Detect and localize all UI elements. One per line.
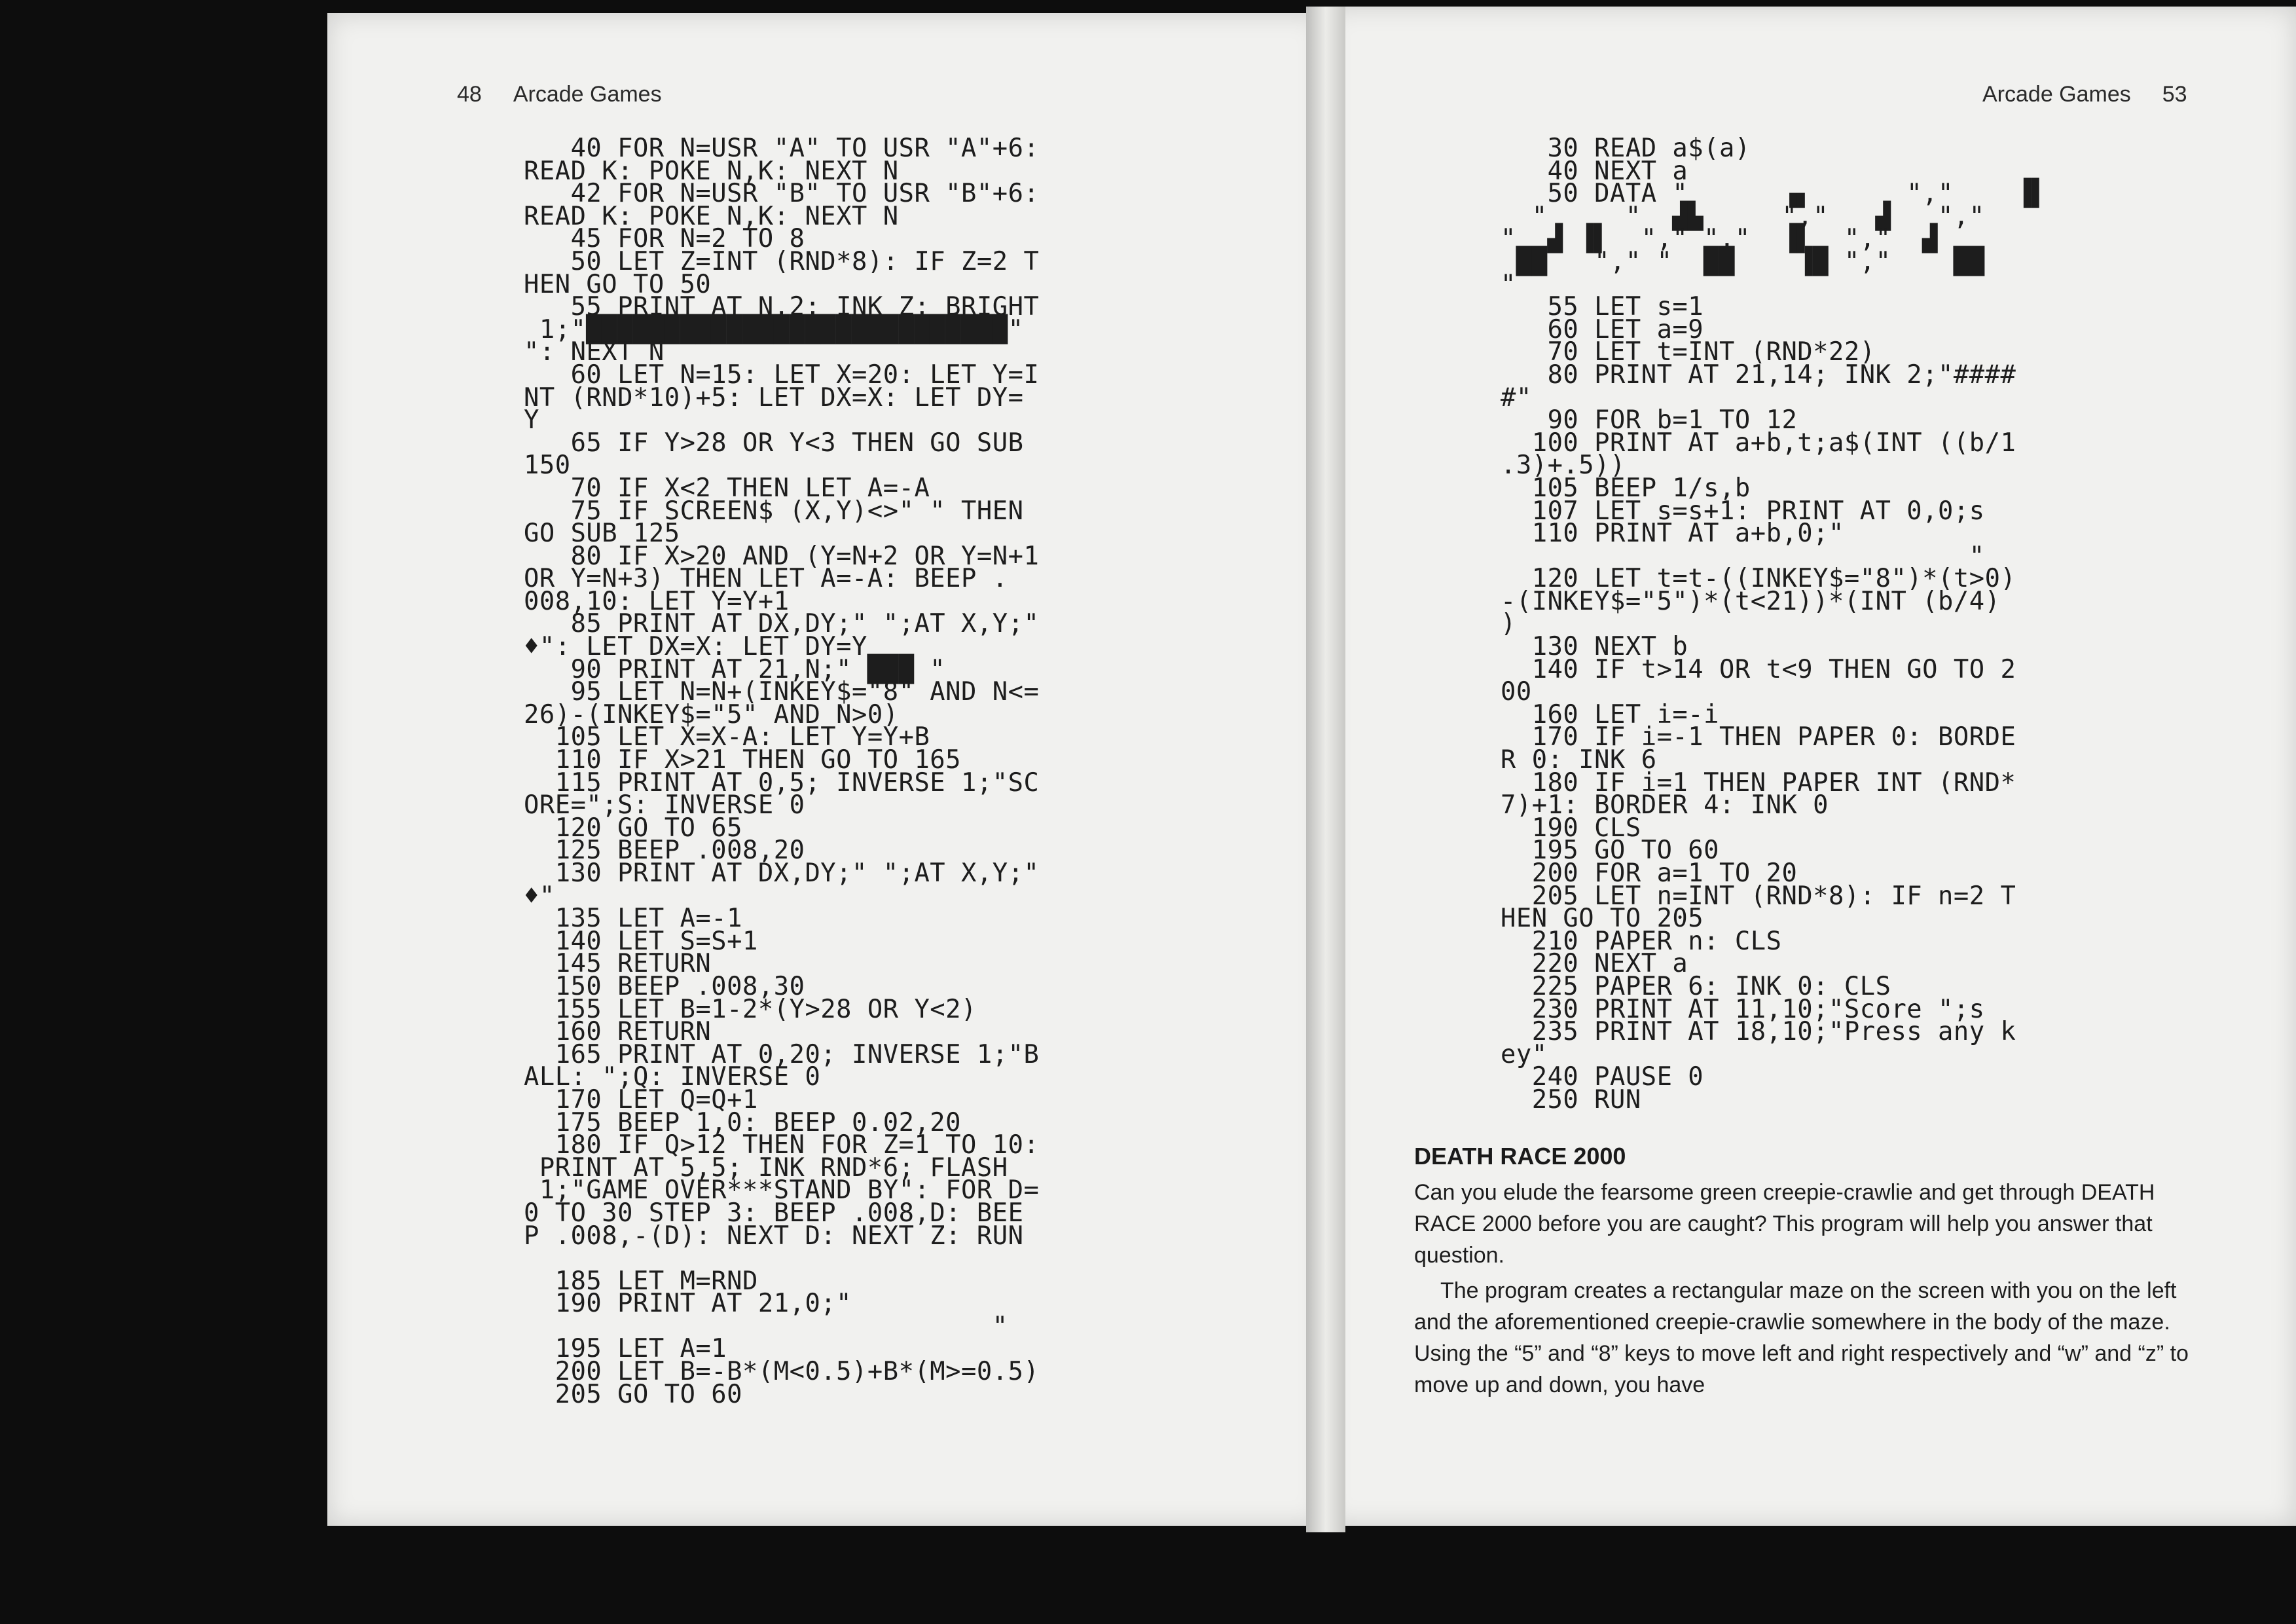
- article-paragraph-2: The program creates a rectangular maze on the screen with you on the left and the aforementioned creepie-crawlie somewhere in the body of the maze. Using the “5” and “8” keys to move left and right respectively and “w” and “z” to move up and down, you have: [1414, 1278, 2189, 1397]
- left-running-head: [457, 82, 662, 107]
- book-gutter: [1306, 7, 1345, 1532]
- left-running-title: Arcade Games: [513, 82, 662, 107]
- left-program-listing: 40 FOR N=USR "A" TO USR "A"+6: READ K: POKE N,K: NEXT N 42 FOR N=USR "B" TO USR "B"+6: READ K: POKE N,K: NEXT N 45 FOR N=2 TO 8 50 LET Z=INT (RND*8): IF Z=2 T HEN GO TO 50 55 PRINT AT N,2; INK Z; BRIGHT 1;"███████████████████████████" ": NEXT N 60 LET N=15: LET X=20: LET Y=I NT (RND*10)+5: LET DX=X: LET DY= Y 65 IF Y>28 OR Y<3 THEN GO SUB 150 70 IF X<2 THEN LET A=-A 75 IF SCREEN$ (X,Y)<>" " THEN GO SUB 125 80 IF X>20 AND (Y=N+2 OR Y=N+1 OR Y=N+3) THEN LET A=-A: BEEP . 008,10: LET Y=Y+1 85 PRINT AT DX,DY;" ";AT X,Y;" ♦": LET DX=X: LET DY=Y 90 PRINT AT 21,N;" ███ " 95 LET N=N+(INKEY$="8" AND N<= 26)-(INKEY$="5" AND N>0) 105 LET X=X-A: LET Y=Y+B 110 IF X>21 THEN GO TO 165 115 PRINT AT 0,5; INVERSE 1;"SC ORE=";S: INVERSE 0 120 GO TO 65 125 BEEP .008,20 130 PRINT AT DX,DY;" ";AT X,Y;" ♦" 135 LET A=-1 140 LET S=S+1 145 RETURN 150 BEEP .008,30 155 LET B=1-2*(Y>28 OR Y<2) 160 RETURN 165 PRINT AT 0,20; INVERSE 1;"B ALL: ";Q: INVERSE 0 170 LET Q=Q+1 175 BEEP 1,0: BEEP 0.02,20 180 IF Q>12 THEN FOR Z=1 TO 10: PRINT AT 5,5; INK RND*6; FLASH 1;"GAME OVER***STAND BY": FOR D= 0 TO 30 STEP 3: BEEP .008,D: BEE P .008,-(D): NEXT D: NEXT Z: RUN 185 LET M=RND 190 PRINT AT 21,0;" " 195 LET A=1 200 LET B=-B*(M<0.5)+B*(M>=0.5) 205 GO TO 60: [524, 134, 1040, 1409]
- left-page-number: 48: [457, 82, 482, 107]
- right-running-head: [1982, 82, 2187, 107]
- right-program-listing: 30 READ a$(a) 40 NEXT a 50 DATA " ▗▖ "," ▐▌ " " ▟▙ "," ▟ "," " ▟ ▐▌ "," "," ▐▌ "," ▟ ██ "," " ██ ▐█ "," ██ " 55 LET s=1 60 LET a=9 70 LET t=INT (RND*22) 80 PRINT AT 21,14; INK 2;"#### #" 90 FOR b=1 TO 12 100 PRINT AT a+b,t;a$(INT ((b/1 .3)+.5)) 105 BEEP 1/s,b 107 LET s=s+1: PRINT AT 0,0;s 110 PRINT AT a+b,0;" " 120 LET t=t-((INKEY$="8")*(t>0) -(INKEY$="5")*(t<21))*(INT (b/4) ) 130 NEXT b 140 IF t>14 OR t<9 THEN GO TO 2 00 160 LET i=-i 170 IF i=-1 THEN PAPER 0: BORDE R 0: INK 6 180 IF i=1 THEN PAPER INT (RND* 7)+1: BORDER 4: INK 0 190 CLS 195 GO TO 60 200 FOR a=1 TO 20 205 LET n=INT (RND*8): IF n=2 T HEN GO TO 205 210 PAPER n: CLS 220 NEXT a 225 PAPER 6: INK 0: CLS 230 PRINT AT 11,10;"Score ";s 235 PRINT AT 18,10;"Press any k ey" 240 PAUSE 0 250 RUN: [1501, 134, 2048, 1115]
- right-page-number: 53: [2162, 82, 2187, 107]
- right-running-title: Arcade Games: [1982, 82, 2131, 107]
- article-paragraph-1: Can you elude the fearsome green creepie-crawlie and get through DEATH RACE 2000 before you are caught? This program will help you answer that question.: [1414, 1180, 2155, 1268]
- death-race-article: [1414, 1143, 2195, 1401]
- article-title: DEATH RACE 2000: [1414, 1143, 1626, 1170]
